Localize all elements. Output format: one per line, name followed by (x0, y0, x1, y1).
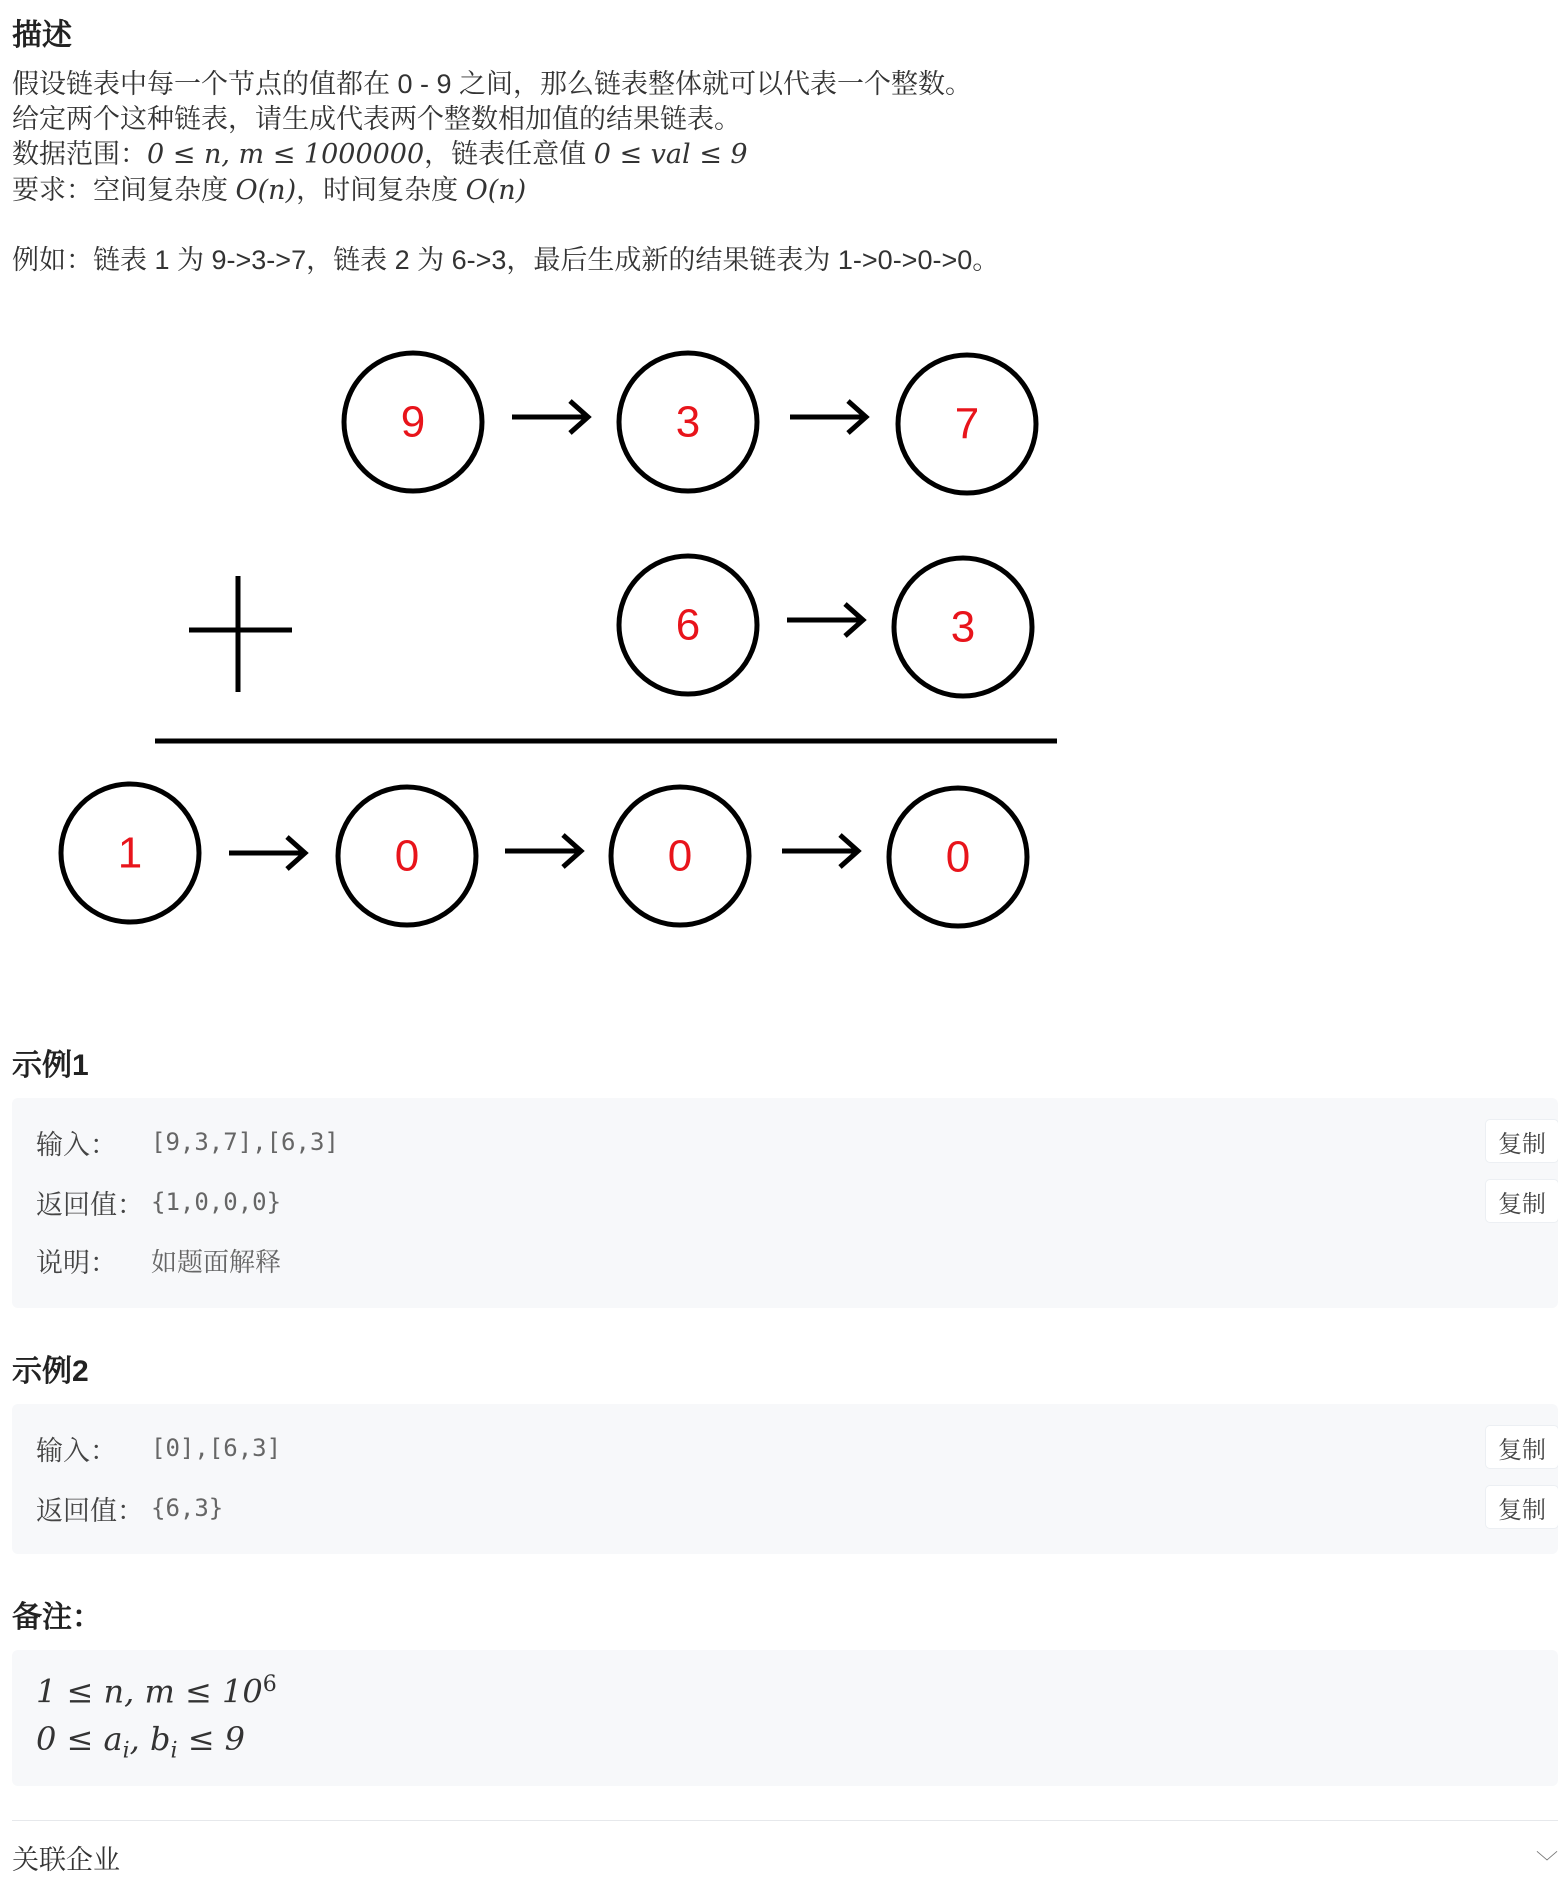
notes-line-2-sub1: i (122, 1738, 130, 1764)
description-heading: 描述 (12, 19, 72, 52)
list1-node-2 (619, 353, 757, 491)
arrow-icon (512, 401, 588, 433)
example1-output-copy-button[interactable]: 复制 (1486, 1180, 1558, 1222)
result-node-1 (61, 784, 199, 922)
range-prefix: 数据范围： (12, 139, 147, 169)
example2-input-row (36, 1428, 281, 1468)
list2-node-2 (894, 558, 1032, 696)
range-mid: ，链表任意值 (424, 139, 594, 169)
notes-box (12, 1650, 1558, 1786)
plus-icon (189, 576, 292, 692)
example1-explain-label: 说明： (36, 1247, 117, 1278)
example-description: 例如：链表 1 为 9->3->7，链表 2 为 6->3，最后生成新的结果链表为 1->0->0->0。 (12, 245, 1000, 275)
list1-node-1 (344, 353, 482, 491)
range-math-2: 0 ≤ val ≤ 9 (593, 139, 748, 170)
list1-node-1-value: 9 (400, 397, 426, 447)
related-companies-toggle[interactable]: 关联企业 (12, 1845, 120, 1875)
example1-heading: 示例1 (12, 1049, 89, 1082)
example1-input-row (36, 1122, 339, 1162)
example2-output-row (36, 1488, 223, 1528)
range-math-1: 0 ≤ n, m ≤ 1000000 (147, 139, 425, 170)
result-node-2 (338, 787, 476, 925)
list1-node-2-value: 3 (675, 397, 701, 447)
example2-output-label: 返回值： (36, 1495, 144, 1526)
notes-heading: 备注： (12, 1601, 102, 1634)
complexity-prefix: 要求：空间复杂度 (12, 175, 236, 205)
divider (12, 1820, 1558, 1821)
time-complexity: O(n) (465, 175, 527, 206)
result-node-1-value: 1 (117, 828, 143, 878)
linked-list-diagram (12, 330, 1062, 970)
example1-explain-row (36, 1240, 281, 1280)
description-line-2: 给定两个这种链表，请生成代表两个整数相加值的结果链表。 (12, 104, 741, 134)
chevron-down-icon[interactable]: ﹀ (1535, 1850, 1558, 1875)
arrow-icon (229, 837, 305, 869)
notes-line-2-a: 0 ≤ a (36, 1720, 123, 1758)
description-line-4 (12, 168, 526, 207)
example2-output-value: {6,3} (151, 1494, 224, 1522)
result-node-3 (611, 787, 749, 925)
space-complexity: O(n) (235, 175, 297, 206)
example1-explain-value: 如题面解释 (151, 1246, 282, 1277)
list2-node-2-value: 3 (950, 602, 976, 652)
example1-input-value: [9,3,7],[6,3] (151, 1128, 339, 1156)
example2-input-copy-button[interactable]: 复制 (1486, 1426, 1558, 1468)
example1-input-label: 输入： (36, 1129, 117, 1160)
list1-node-3-value: 7 (954, 399, 980, 449)
result-node-2-value: 0 (394, 831, 420, 881)
description-line-3 (12, 132, 748, 171)
example2-input-label: 输入： (36, 1435, 117, 1466)
example2-heading: 示例2 (12, 1355, 89, 1388)
example1-output-value: {1,0,0,0} (151, 1188, 282, 1216)
notes-line-1-text: 1 ≤ n, m ≤ 10 (36, 1672, 263, 1711)
notes-line-2 (36, 1720, 245, 1763)
list2-node-1 (619, 556, 757, 694)
complexity-mid: ，时间复杂度 (296, 175, 466, 205)
result-node-4 (889, 788, 1027, 926)
example1-output-row (36, 1182, 281, 1222)
example2-output-copy-button[interactable]: 复制 (1486, 1486, 1558, 1528)
example1-input-copy-button[interactable]: 复制 (1486, 1120, 1558, 1162)
arrow-icon (787, 604, 863, 636)
result-node-4-value: 0 (945, 832, 971, 882)
example2-box (12, 1404, 1558, 1554)
example2-input-value: [0],[6,3] (151, 1434, 282, 1462)
description-line-1: 假设链表中每一个节点的值都在 0 - 9 之间，那么链表整体就可以代表一个整数。 (12, 69, 973, 99)
arrow-icon (782, 835, 858, 867)
arrow-icon (790, 401, 866, 433)
notes-line-2-sub2: i (170, 1738, 178, 1764)
list1-node-3 (898, 355, 1036, 493)
result-node-3-value: 0 (667, 831, 693, 881)
arrow-icon (505, 835, 581, 867)
notes-line-2-b: , b (129, 1720, 171, 1758)
notes-line-2-c: ≤ 9 (177, 1720, 246, 1758)
list2-node-1-value: 6 (675, 600, 701, 650)
example1-output-label: 返回值： (36, 1189, 144, 1220)
example1-box (12, 1098, 1558, 1308)
notes-line-1-sup: 6 (262, 1672, 277, 1697)
notes-line-1 (36, 1672, 277, 1711)
